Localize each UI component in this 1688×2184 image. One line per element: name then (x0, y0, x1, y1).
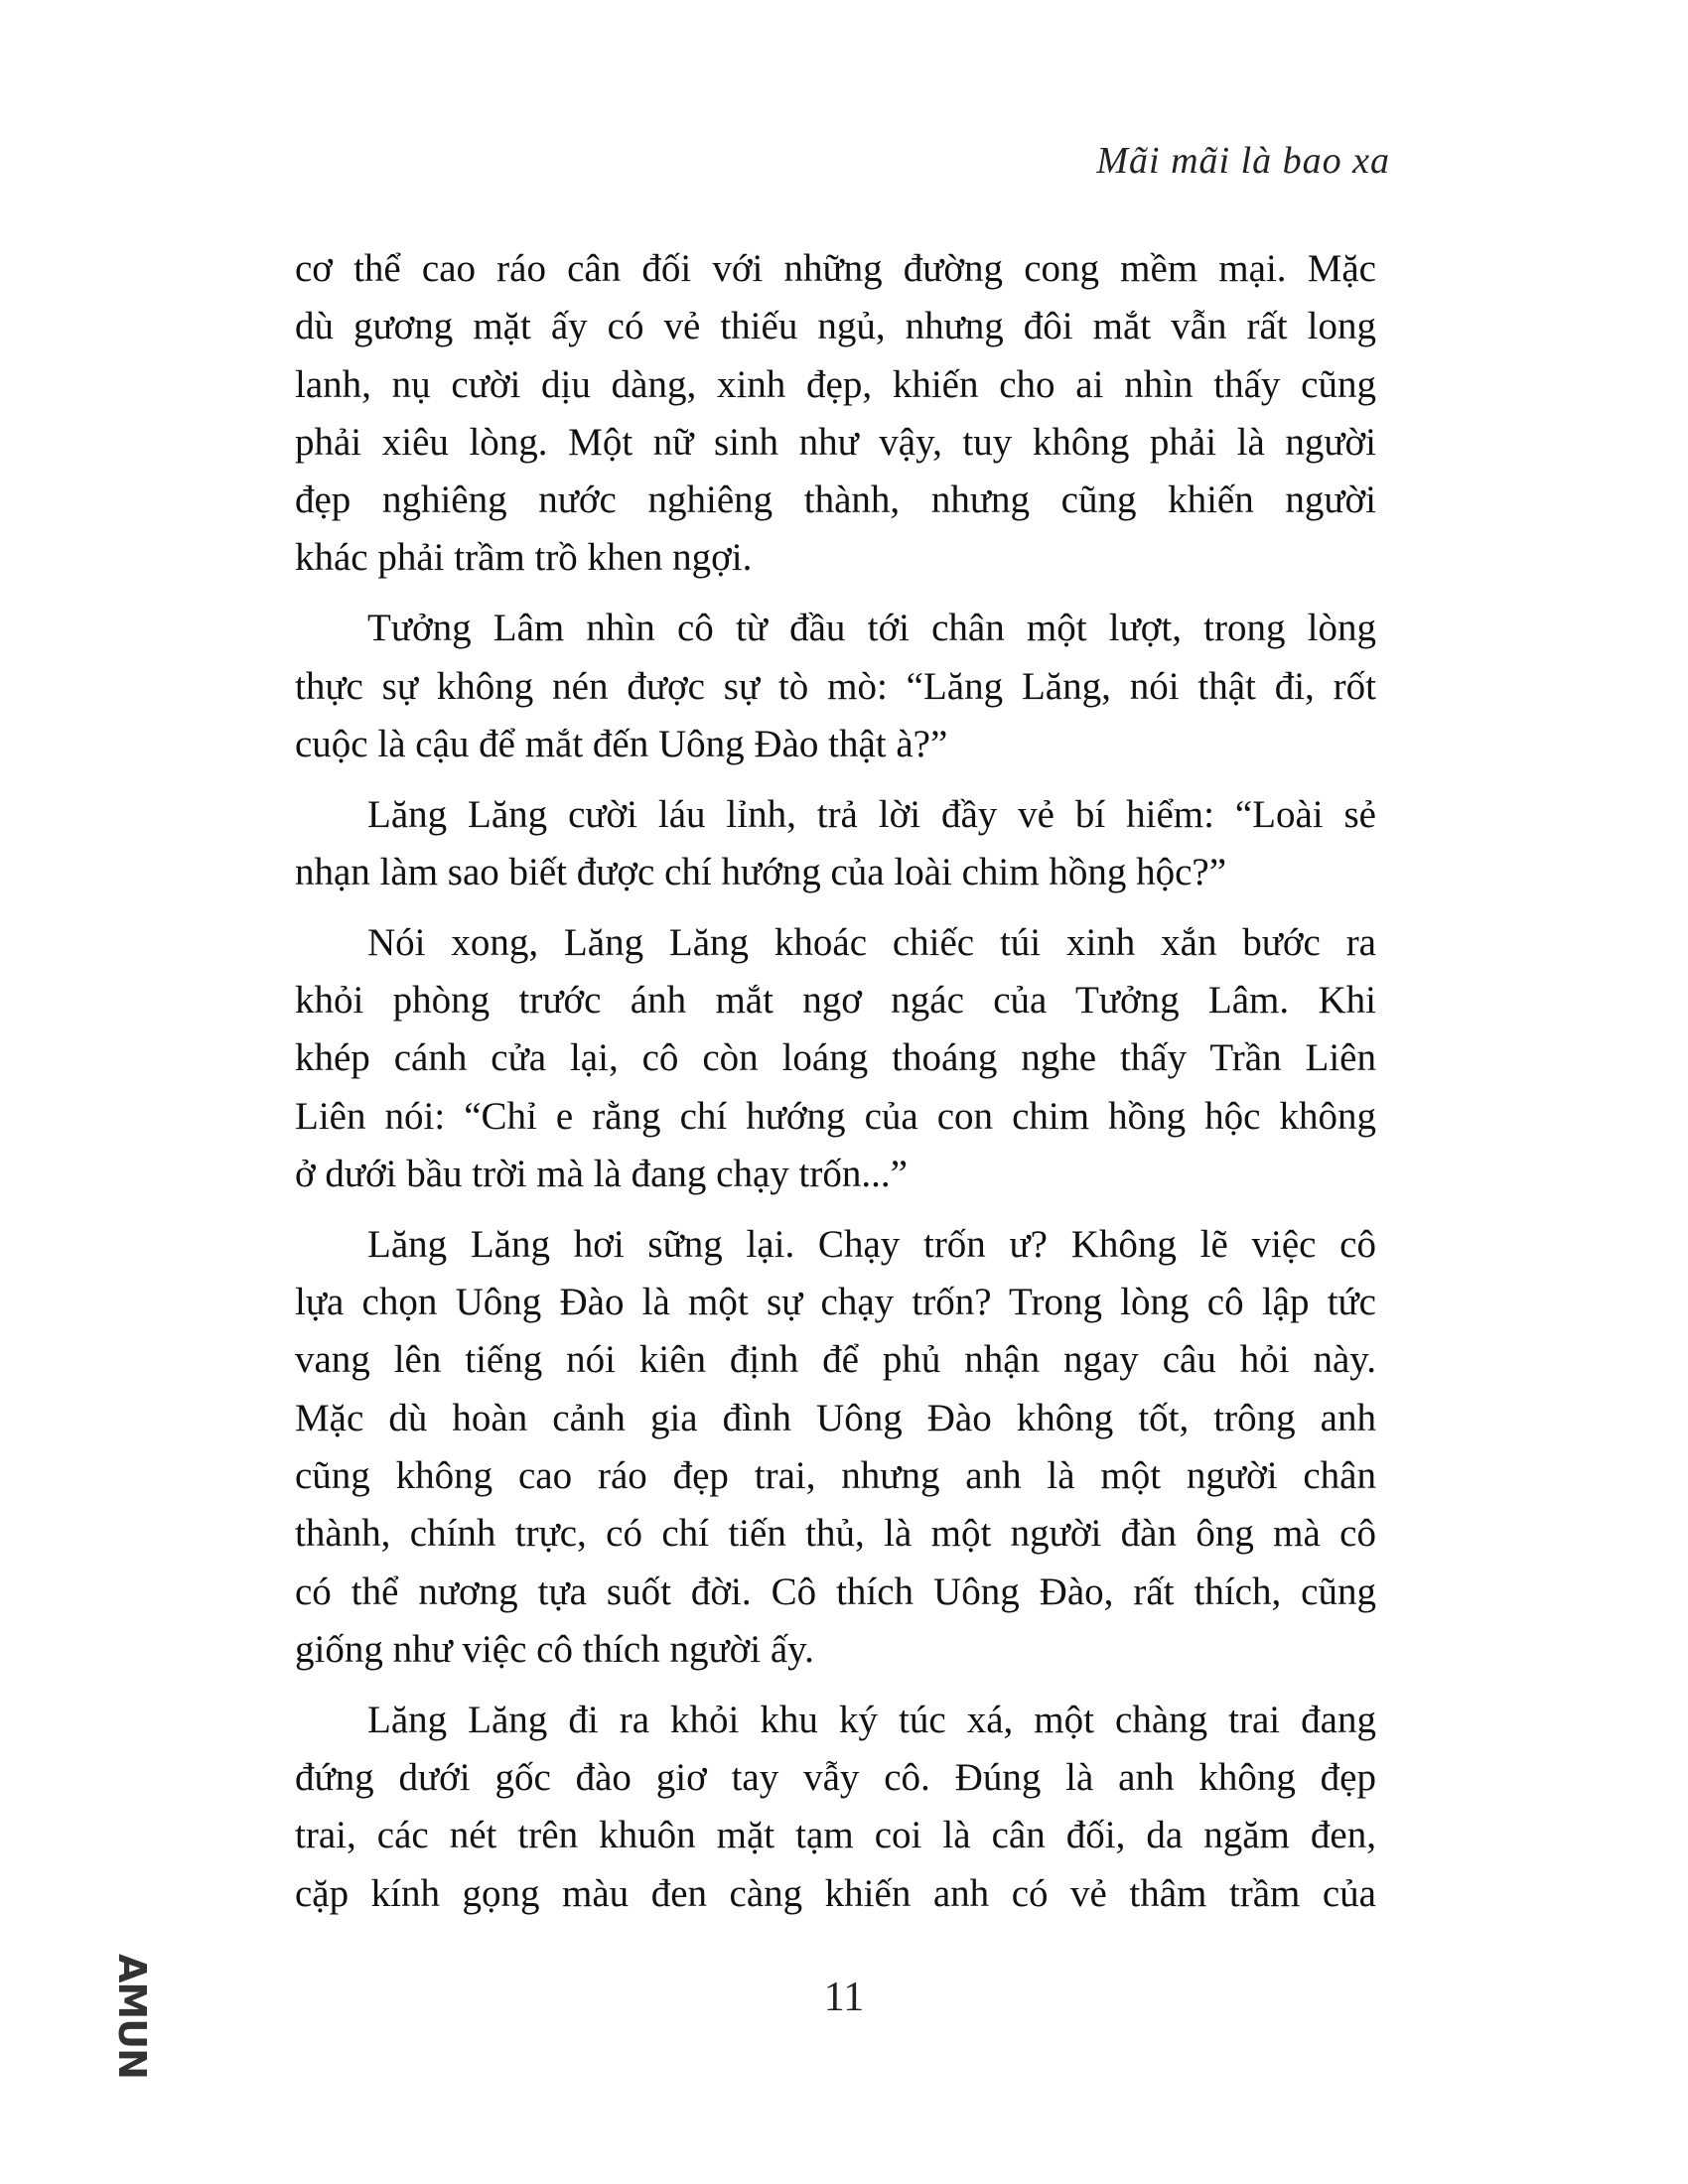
text-line: nhạn làm sao biết được chí hướng của loài chim hồng hộc?” (295, 850, 1226, 893)
text-line: Lăng Lăng cười láu lỉnh, trả lời đầy vẻ bí hiểm: “Loài sẻ (367, 792, 1376, 836)
body-text (295, 240, 1376, 1935)
text-line: khỏi phòng trước ánh mắt ngơ ngác của Tưởng Lâm. Khi (295, 979, 1376, 1023)
paragraph (295, 786, 1376, 902)
paragraph (295, 1216, 1376, 1679)
publisher-logo: AMUN (110, 1954, 154, 2079)
text-line: đứng dưới gốc đào giơ tay vẫy cô. Đúng là anh không đẹp (295, 1755, 1376, 1799)
paragraph (295, 240, 1376, 588)
text-line: thực sự không nén được sự tò mò: “Lăng Lăng, nói thật đi, rốt (295, 664, 1376, 708)
text-line: lanh, nụ cười dịu dàng, xinh đẹp, khiến cho ai nhìn thấy cũng (295, 362, 1376, 406)
text-line: giống như việc cô thích người ấy. (295, 1627, 814, 1671)
text-line: Liên nói: “Chỉ e rằng chí hướng của con chim hồng hộc không (295, 1094, 1376, 1138)
text-line: khác phải trầm trồ khen ngợi. (295, 536, 753, 580)
text-line: cặp kính gọng màu đen càng khiến anh có vẻ thâm trầm của (295, 1871, 1376, 1915)
page-number: 11 (823, 1975, 865, 2020)
text-line: đẹp nghiêng nước nghiêng thành, nhưng cũng khiến người (295, 478, 1376, 522)
text-line: cuộc là cậu để mắt đến Uông Đào thật à?” (295, 722, 948, 765)
text-line: ở dưới bầu trời mà là đang chạy trốn...” (295, 1152, 908, 1195)
text-line: Lăng Lăng đi ra khỏi khu ký túc xá, một chàng trai đang (367, 1698, 1376, 1741)
paragraph (295, 1692, 1376, 1923)
text-line: vang lên tiếng nói kiên định để phủ nhận ngay câu hỏi này. (295, 1338, 1376, 1382)
running-header: Mãi mãi là bao xa (1096, 140, 1390, 182)
text-line: có thể nương tựa suốt đời. Cô thích Uông Đào, rất thích, cũng (295, 1570, 1376, 1613)
text-line: dù gương mặt ấy có vẻ thiếu ngủ, nhưng đôi mắt vẫn rất long (295, 305, 1376, 348)
paragraph (295, 914, 1376, 1203)
text-line: cũng không cao ráo đẹp trai, nhưng anh là một người chân (295, 1453, 1376, 1497)
text-line: Nói xong, Lăng Lăng khoác chiếc túi xinh xắn bước ra (367, 920, 1376, 964)
text-line: Mặc dù hoàn cảnh gia đình Uông Đào không tốt, trông anh (295, 1396, 1376, 1439)
text-line: trai, các nét trên khuôn mặt tạm coi là cân đối, da ngăm đen, (295, 1814, 1376, 1857)
paragraph (295, 600, 1376, 773)
text-line: thành, chính trực, có chí tiến thủ, là một người đàn ông mà cô (295, 1512, 1376, 1556)
text-line: Tưởng Lâm nhìn cô từ đầu tới chân một lượt, trong lòng (367, 607, 1376, 650)
text-line: khép cánh cửa lại, cô còn loáng thoáng nghe thấy Trần Liên (295, 1036, 1376, 1080)
text-line: cơ thể cao ráo cân đối với những đường cong mềm mại. Mặc (295, 247, 1376, 290)
text-line: Lăng Lăng hơi sững lại. Chạy trốn ư? Không lẽ việc cô (367, 1222, 1376, 1266)
text-line: lựa chọn Uông Đào là một sự chạy trốn? Trong lòng cô lập tức (295, 1281, 1376, 1324)
text-line: phải xiêu lòng. Một nữ sinh như vậy, tuy không phải là người (295, 420, 1376, 464)
